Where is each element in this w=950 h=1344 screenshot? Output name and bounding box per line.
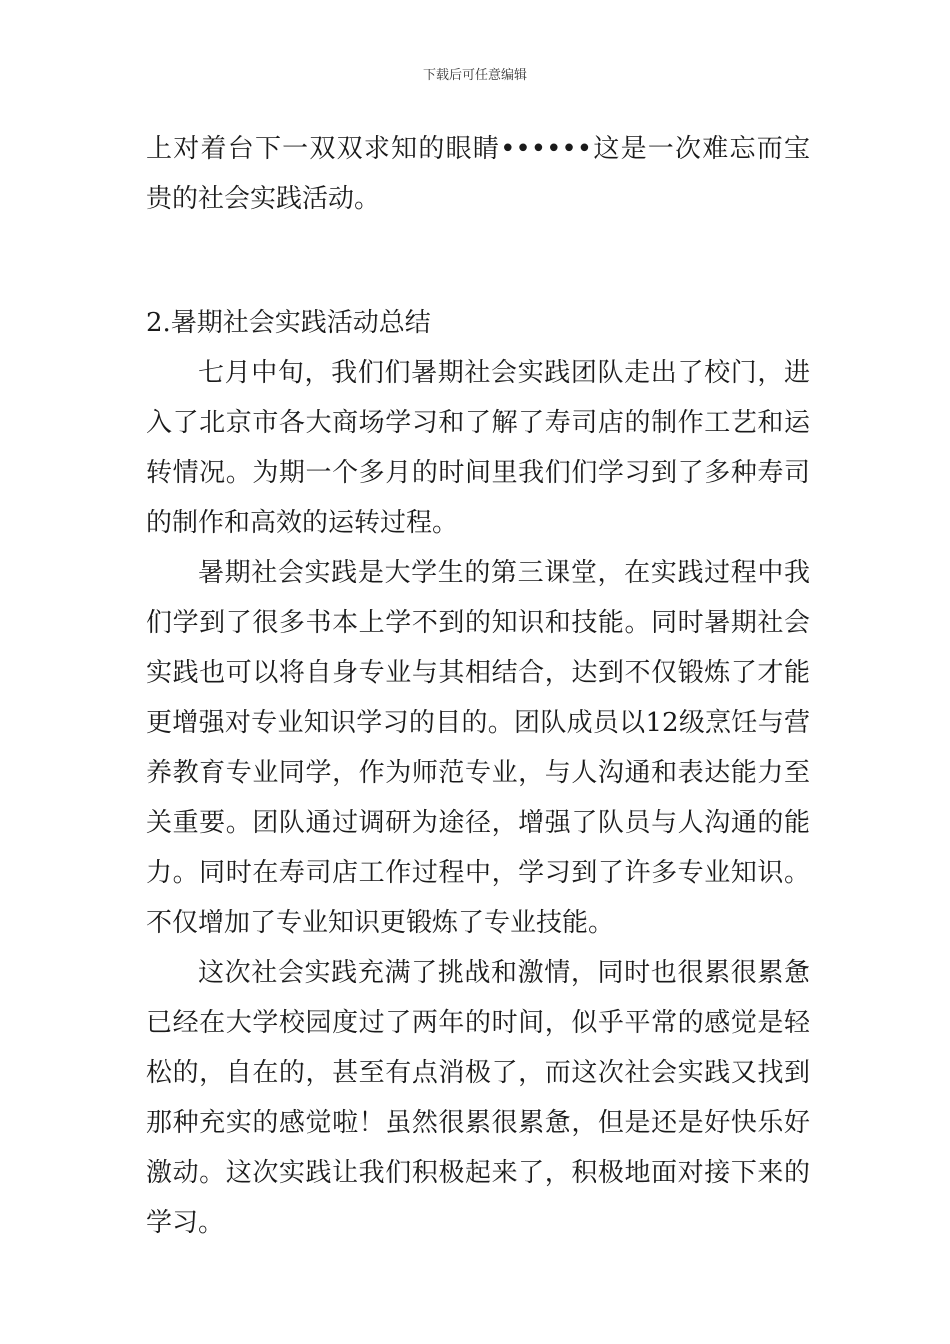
section-heading: 2.暑期社会实践活动总结 [146,308,431,338]
section-spacer [146,224,810,298]
body-paragraph-2: 暑期社会实践是大学生的第三课堂，在实践过程中我们学到了很多书本上学不到的知识和技能。同时暑期社会实践也可以将自身专业与其相结合，达到不仅锻炼了才能更增强对专业知识学习的目的。团队成员以12级烹饪与营养教育专业同学，作为师范专业，与人沟通和表达能力至关重要。团队通过调研为途径，增强了队员与人沟通的能力。同时在寿司店工作过程中，学习到了许多专业知识。不仅增加了专业知识更锻炼了专业技能。 [146,558,810,938]
intro-paragraph: 上对着台下一双双求知的眼睛••••••这是一次难忘而宝贵的社会实践活动。 [146,134,810,214]
body-paragraph-1: 七月中旬，我们们暑期社会实践团队走出了校门，进入了北京市各大商场学习和了解了寿司店的制作工艺和运转情况。为期一个多月的时间里我们们学习到了多种寿司的制作和高效的运转过程。 [146,358,810,538]
document-body [146,124,810,1248]
body-paragraph-3: 这次社会实践充满了挑战和激情，同时也很累很累惫已经在大学校园度过了两年的时间，似乎平常的感觉是轻松的，自在的，甚至有点消极了，而这次社会实践又找到那种充实的感觉啦！虽然很累很累惫，但是还是好快乐好激动。这次实践让我们积极起来了，积极地面对接下来的学习。 [146,958,810,1238]
page-header: 下载后可任意编辑 [422,68,527,83]
